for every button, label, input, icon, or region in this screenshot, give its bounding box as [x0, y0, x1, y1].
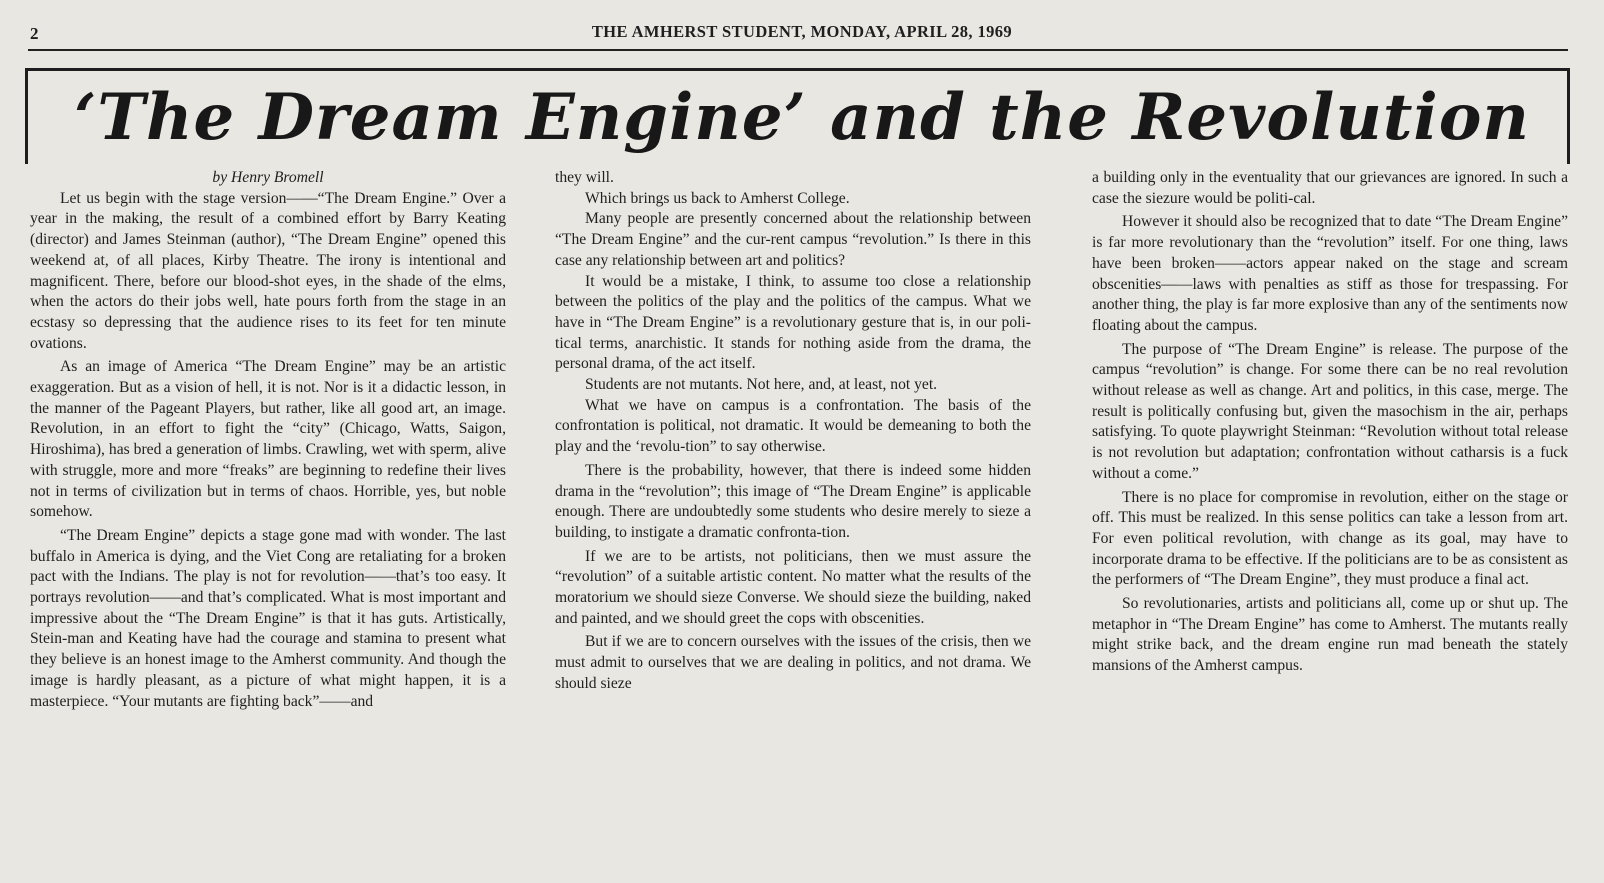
article-paragraph: It would be a mistake, I think, to assume too close a relationship between the politics of the play and the politics of the campus. What we have in “The Dream Engine” is a revolutionary gesture that is, in our poli-tical terms, anarchistic. It stands for nothing aside from the drama, the personal drama, of the act itself. — [555, 272, 1031, 373]
article-column-3 — [1092, 168, 1568, 677]
article-paragraph: There is no place for compromise in revolution, either on the stage or off. This must be realized. In this sense politics can take a lesson from art. For even political revolution, with change as its goal, may have to incorporate drama to be effective. If the politicians are to be as consistent as the performers of “The Dream Engine”, they must produce a final act. — [1092, 488, 1568, 589]
article-paragraph: Which brings us back to Amherst College. — [585, 189, 850, 207]
article-paragraph: they will. — [555, 169, 614, 186]
masthead-rule — [28, 49, 1568, 51]
article-paragraph: So revolutionaries, artists and politicians all, come up or shut up. The metaphor in “The Dream Engine” has come to Amherst. The mutants really might strike back, and the dream engine run mad beneath the stately mansions of the Amherst campus. — [1092, 595, 1568, 675]
article-paragraph: Let us begin with the stage version——“The Dream Engine.” Over a year in the making, the result of a combined effort by Barry Keating (director) and James Steinman (author), “The Dream Engine” opened this weekend at, of all places, Kirby Theatre. The irony is intentional and magnificent. There, before our blood-shot eyes, in the shade of the elms, when the actors do their jobs well, hate pours forth from the stage in an ecstasy so depressing that the audience rises to its feet for ten minute ovations. — [30, 189, 506, 352]
page-number: 2 — [30, 24, 39, 43]
article-paragraph: The purpose of “The Dream Engine” is release. The purpose of the campus “revolution” is change. For some there can be no real revolution without release as well as change. Art and politics, in this case, merge. The result is politically confusing but, given the masochism in the air, perhaps satisfying. To quote playwright Steinman: “Revolution without total release is not revolution but adaptation; confrontation without catharsis is a fuck without a come.” — [1092, 340, 1568, 482]
masthead: THE AMHERST STUDENT, MONDAY, APRIL 28, 1969 — [591, 22, 1013, 41]
article-paragraph: However it should also be recognized that to date “The Dream Engine” is far more revolutionary than the “revolution” itself. For one thing, laws have been broken——actors appear naked on the stage and scream obscenities——laws with penalties as stiff as those for trespassing. For another thing, the play is far more explosive than any of the sentiments now floating about the campus. — [1092, 213, 1568, 334]
article-column-1 — [30, 168, 506, 712]
article-paragraph: a building only in the eventuality that our grievances are ignored. In such a case the siezure would be politi-cal. — [1092, 169, 1568, 207]
byline: by Henry Bromell — [212, 169, 324, 186]
article-paragraph: There is the probability, however, that there is indeed some hidden drama in the “revolution”; this image of “The Dream Engine” is applicable enough. There are undoubtedly some students who desire merely to sieze a building, to instigate a dramatic confronta-tion. — [555, 461, 1031, 541]
article-paragraph: “The Dream Engine” depicts a stage gone mad with wonder. The last buffalo in America is dying, and the Viet Cong are retaliating for a broken pact with the Indians. The play is not for revolution——that’s too easy. It portrays revolution——and that’s complicated. What is most important and impressive about the “The Dream Engine” is that it has guts. Artistically, Stein-man and Keating have had the courage and stamina to present what they believe is an honest image to the Amherst community. And though the image is hardly pleasant, as a picture of what might happen, it is a masterpiece. “Your mutants are fighting back”——and — [30, 526, 506, 710]
article-column-2 — [555, 168, 1031, 695]
article-paragraph: If we are to be artists, not politicians, then we must assure the “revolution” of a suitable artistic content. No matter what the results of the moratorium we should sieze Converse. We should sieze the building, naked and painted, and we should greet the cops with obscenities. — [555, 547, 1031, 627]
article-paragraph: But if we are to concern ourselves with the issues of the crisis, then we must admit to ourselves that we are dealing in politics, and not drama. We should sieze — [555, 633, 1031, 692]
article-paragraph: Many people are presently concerned about the relationship between “The Dream Engine” and the cur-rent campus “revolution.” Is there in this case any relationship between art and politics? — [555, 210, 1031, 269]
article-paragraph: As an image of America “The Dream Engine” may be an artistic exaggeration. But as a vision of hell, it is not. Nor is it a didactic lesson, in the manner of the Pageant Players, but rather, like all good art, an image. Revolution, in an effort to fight the “city” (Chicago, Watts, Saigon, Hiroshima), has bred a generation of limbs. Crawling, wet with sperm, alive with struggle, more and more “freaks” are beginning to redefine their lives not in terms of civilization but in terms of chaos. Horrible, yes, but noble somehow. — [30, 358, 506, 521]
article-paragraph: What we have on campus is a confrontation. The basis of the confrontation is political, not dramatic. It would be demeaning to both the play and the ‘revolu-tion” to say otherwise. — [555, 396, 1031, 456]
article-paragraph: Students are not mutants. Not here, and, at least, not yet. — [585, 376, 938, 394]
headline: ‘The Dream Engine’ and the Revolution — [74, 80, 1530, 155]
